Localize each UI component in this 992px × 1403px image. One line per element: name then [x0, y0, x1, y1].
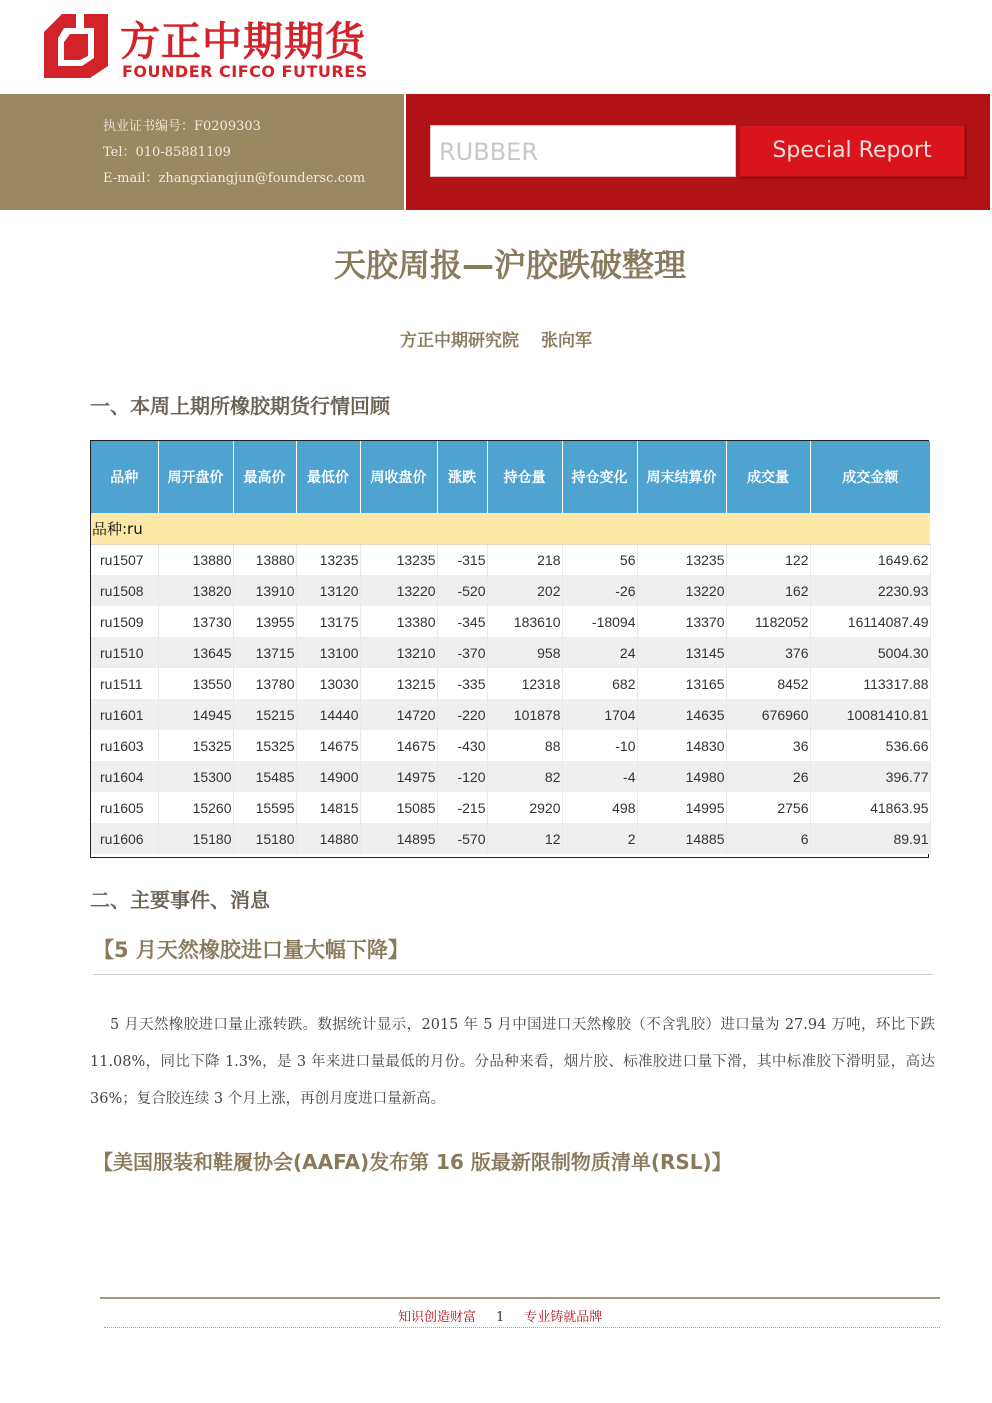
table-cell: 13645: [158, 637, 233, 668]
table-cell: 13210: [360, 637, 437, 668]
report-title: 天胶周报—沪胶跌破整理: [333, 246, 686, 284]
table-cell: 13380: [360, 606, 437, 637]
table-row: [91, 637, 930, 668]
category-box: [430, 125, 736, 177]
table-cell: 162: [726, 575, 810, 606]
table-cell: 16114087.49: [810, 606, 930, 637]
footer-slogan-right: 专业铸就品牌: [524, 1310, 603, 1325]
contract-code-cell: ru1605: [91, 792, 158, 823]
tel: Tel：010-85881109: [103, 145, 231, 160]
table-cell: 14675: [360, 730, 437, 761]
table-cell: 13120: [296, 575, 360, 606]
contract-code-cell: ru1507: [91, 544, 158, 575]
table-cell: 958: [487, 637, 562, 668]
table-cell: -345: [437, 606, 487, 637]
table-cell: 13235: [360, 544, 437, 575]
news-headline-2: 【美国服装和鞋履协会(AAFA)发布第 16 版最新限制物质清单(RSL)】: [93, 1150, 732, 1174]
author-line: [400, 326, 592, 351]
section-2-heading: 二、主要事件、消息: [90, 888, 270, 912]
table-row: [91, 761, 930, 792]
contract-code-cell: ru1509: [91, 606, 158, 637]
news-body-1: 5 月天然橡胶进口量止涨转跌。数据统计显示，2015 年 5 月中国进口天然橡胶（不含乳胶）进口量为 27.94 万吨，环比下跌 11.08%，同比下降 1.3%，是 3 年来进口量最低的月份。分品种来看，烟片胶、标准胶进口量下滑，其中标准胶下滑明显，高达 36%；复合胶连续 3 个月上涨，再创月度进口量新高。: [90, 1017, 935, 1107]
table-cell: 26: [726, 761, 810, 792]
table-cell: 10081410.81: [810, 699, 930, 730]
contract-code-cell: ru1603: [91, 730, 158, 761]
table-row: [91, 606, 930, 637]
table-header-cell: 最高价: [233, 441, 296, 513]
category-label: RUBBER: [439, 138, 539, 166]
table-cell: 14995: [637, 792, 726, 823]
table-cell: -370: [437, 637, 487, 668]
table-cell: 14880: [296, 823, 360, 854]
table-cell: 14815: [296, 792, 360, 823]
table-cell: 2230.93: [810, 575, 930, 606]
author-org: 方正中期研究院: [400, 331, 519, 351]
table-cell: -10: [562, 730, 637, 761]
table-cell: 14720: [360, 699, 437, 730]
table-header-cell: 成交量: [726, 441, 810, 513]
table-cell: 36: [726, 730, 810, 761]
table-row: [91, 699, 930, 730]
table-cell: 536.66: [810, 730, 930, 761]
news-headline-1: 【5 月天然橡胶进口量大幅下降】: [93, 938, 409, 962]
contract-code-cell: ru1510: [91, 637, 158, 668]
table-cell: 14980: [637, 761, 726, 792]
table-cell: 13175: [296, 606, 360, 637]
table-row: [91, 823, 930, 854]
section-1-heading: 一、本周上期所橡胶期货行情回顾: [90, 394, 390, 418]
table-cell: 2: [562, 823, 637, 854]
table-cell: 13880: [158, 544, 233, 575]
table-header-cell: 持仓量: [487, 441, 562, 513]
email: E-mail：zhangxiangjun@foundersc.com: [103, 171, 366, 186]
table-cell: -430: [437, 730, 487, 761]
table-cell: 376: [726, 637, 810, 668]
author-name: 张向军: [541, 331, 592, 351]
table-cell: 13715: [233, 637, 296, 668]
news-divider: [93, 974, 933, 975]
contract-code-cell: ru1606: [91, 823, 158, 854]
table-cell: 113317.88: [810, 668, 930, 699]
table-row: [91, 668, 930, 699]
table-row: [91, 544, 930, 575]
table-row: [91, 575, 930, 606]
table-header-cell: 周末结算价: [637, 441, 726, 513]
quote-table: [90, 440, 929, 858]
table-cell: 5004.30: [810, 637, 930, 668]
contract-code-cell: ru1604: [91, 761, 158, 792]
table-cell: 13100: [296, 637, 360, 668]
table-cell: 41863.95: [810, 792, 930, 823]
founder-logo-icon: [40, 10, 112, 80]
table-header-cell: 品种: [91, 441, 158, 513]
table-cell: 13220: [360, 575, 437, 606]
cert-number: 执业证书编号：F0209303: [103, 119, 261, 134]
table-header-cell: 周收盘价: [360, 441, 437, 513]
page-number: 1: [496, 1310, 505, 1325]
table-cell: 396.77: [810, 761, 930, 792]
table-cell: -215: [437, 792, 487, 823]
table-cell: 8452: [726, 668, 810, 699]
table-row: [91, 792, 930, 823]
report-type-box: [739, 125, 965, 177]
table-header-cell: 最低价: [296, 441, 360, 513]
table-cell: 56: [562, 544, 637, 575]
table-cell: 1649.62: [810, 544, 930, 575]
table-cell: 15325: [233, 730, 296, 761]
table-cell: -4: [562, 761, 637, 792]
table-cell: 13880: [233, 544, 296, 575]
table-cell: 13820: [158, 575, 233, 606]
logo-name-en: FOUNDER CIFCO FUTURES: [122, 62, 368, 81]
table-cell: 15325: [158, 730, 233, 761]
table-cell: 13780: [233, 668, 296, 699]
table-cell: 218: [487, 544, 562, 575]
table-header-cell: 周开盘价: [158, 441, 233, 513]
table-cell: 183610: [487, 606, 562, 637]
footer-rule-bottom: [104, 1327, 940, 1328]
table-cell: 15180: [158, 823, 233, 854]
table-cell: 13910: [233, 575, 296, 606]
table-cell: -26: [562, 575, 637, 606]
table-cell: 15485: [233, 761, 296, 792]
table-cell: 676960: [726, 699, 810, 730]
footer-rule-top: [100, 1297, 940, 1299]
table-cell: 88: [487, 730, 562, 761]
footer: [398, 1306, 602, 1325]
table-cell: 15180: [233, 823, 296, 854]
table-cell: 498: [562, 792, 637, 823]
table-cell: 13550: [158, 668, 233, 699]
table-cell: -335: [437, 668, 487, 699]
table-cell: 14945: [158, 699, 233, 730]
table-cell: 122: [726, 544, 810, 575]
table-row: [91, 730, 930, 761]
table-cell: 12: [487, 823, 562, 854]
table-cell: 15085: [360, 792, 437, 823]
table-header-row: [91, 441, 930, 513]
table-header-cell: 成交金额: [810, 441, 930, 513]
table-cell: 15595: [233, 792, 296, 823]
table-cell: -120: [437, 761, 487, 792]
logo-name-cn: 方正中期期货: [120, 19, 366, 65]
table-cell: -315: [437, 544, 487, 575]
table-cell: 14635: [637, 699, 726, 730]
table-cell: 6: [726, 823, 810, 854]
table-cell: 13370: [637, 606, 726, 637]
table-cell: 2756: [726, 792, 810, 823]
report-type-label: Special Report: [772, 138, 932, 163]
table-cell: 13235: [637, 544, 726, 575]
table-cell: 15300: [158, 761, 233, 792]
table-cell: 12318: [487, 668, 562, 699]
footer-slogan-left: 知识创造财富: [398, 1310, 477, 1325]
table-cell: 13220: [637, 575, 726, 606]
table-cell: 14885: [637, 823, 726, 854]
company-logo: [40, 8, 400, 83]
table-cell: 13235: [296, 544, 360, 575]
table-cell: -18094: [562, 606, 637, 637]
table-group-label: 品种:ru: [91, 513, 930, 544]
contract-code-cell: ru1601: [91, 699, 158, 730]
contract-code-cell: ru1511: [91, 668, 158, 699]
table-cell: 2920: [487, 792, 562, 823]
table-cell: 101878: [487, 699, 562, 730]
table-cell: 15215: [233, 699, 296, 730]
table-cell: 202: [487, 575, 562, 606]
table-cell: -570: [437, 823, 487, 854]
table-cell: 14440: [296, 699, 360, 730]
table-cell: 14675: [296, 730, 360, 761]
table-cell: 1704: [562, 699, 637, 730]
table-cell: 15260: [158, 792, 233, 823]
table-cell: 682: [562, 668, 637, 699]
table-cell: 14895: [360, 823, 437, 854]
table-cell: 14975: [360, 761, 437, 792]
table-cell: 14830: [637, 730, 726, 761]
table-cell: -520: [437, 575, 487, 606]
table-group-row: [91, 513, 930, 544]
table-cell: 13030: [296, 668, 360, 699]
table-cell: 13145: [637, 637, 726, 668]
table-cell: 82: [487, 761, 562, 792]
table-cell: 14900: [296, 761, 360, 792]
table-header-cell: 持仓变化: [562, 441, 637, 513]
table-cell: 1182052: [726, 606, 810, 637]
table-cell: 13955: [233, 606, 296, 637]
table-cell: 24: [562, 637, 637, 668]
table-cell: 89.91: [810, 823, 930, 854]
table-cell: -220: [437, 699, 487, 730]
table-cell: 13215: [360, 668, 437, 699]
table-cell: 13165: [637, 668, 726, 699]
contract-code-cell: ru1508: [91, 575, 158, 606]
table-cell: 13730: [158, 606, 233, 637]
table-header-cell: 涨跌: [437, 441, 487, 513]
